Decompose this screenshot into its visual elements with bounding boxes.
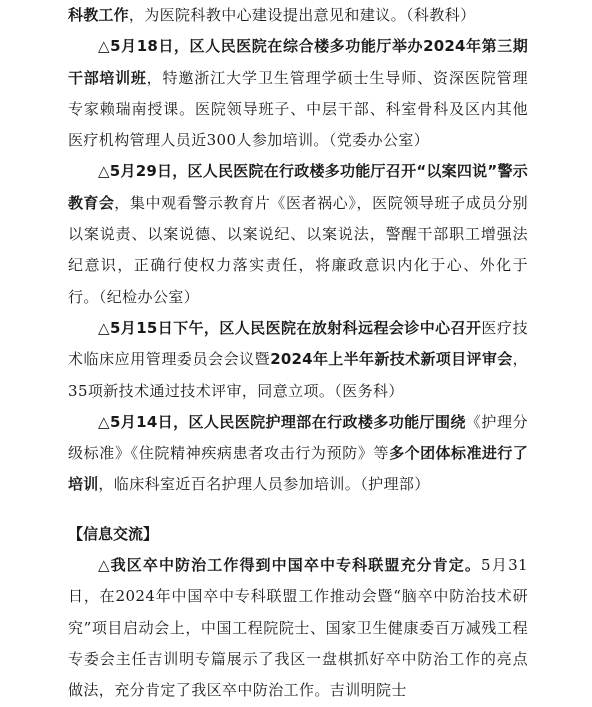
bold-lead-2: 多个团体标准进行了培训	[68, 444, 528, 494]
body-text: ，集中观看警示教育片《医者祸心》，医院领导班子成员分别以案说责、以案说德、以案说纪、以案说法，警醒干部职工增强法纪意识，正确行使权力落实责任，将廉政意识内化于心、外化于行。	[68, 193, 528, 306]
bold-lead: △我区卒中防治工作得到中国卒中专科联盟充分肯定。	[98, 556, 481, 575]
body-text: ，特邀浙江大学卫生管理学硕士生导师、资深医院管理专家赖瑞南授课。医院领导班子、中层干部、科室骨科及区内其他医疗机构管理人员近300人参加培训。	[68, 68, 528, 150]
section-header: 【信息交流】	[68, 524, 159, 543]
bold-lead: △5月18日，区人民医院在综合楼多功能厅举办2024年第三期干部培训班	[68, 37, 528, 87]
bold-lead: 科教工作	[68, 6, 129, 24]
paragraph-cadre-training	[68, 31, 528, 156]
body-text-2: ，临床科室近百名护理人员参加培训。	[98, 475, 361, 494]
body-text: 医疗技术临床应用管理委员会会议暨	[68, 318, 528, 369]
bold-lead: △5月15日下午，区人民医院在放射科远程会诊中心召开	[98, 318, 482, 337]
paragraph-stroke-prevention	[68, 550, 528, 706]
paragraph-keji-continuation	[68, 0, 528, 31]
document-page	[68, 0, 528, 707]
paragraph-nursing-training	[68, 407, 528, 501]
paragraph-new-tech-review	[68, 313, 528, 407]
bold-lead: △5月29日，区人民医院在行政楼多功能厅召开“以案四说”警示教育会	[68, 162, 528, 212]
dept-tag: （医务科）	[334, 381, 404, 400]
dept-tag: （科教科）	[406, 6, 476, 24]
body-text-2: ，35项新技术通过技术评审，同意立项。	[68, 350, 529, 400]
dept-tag: （护理部）	[360, 475, 430, 494]
body-text: ，为医院科教中心建设提出意见和建议。	[128, 6, 407, 24]
dept-tag: （纪检办公室）	[98, 287, 200, 306]
paragraph-warning-education	[68, 156, 528, 312]
body-text: 《护理分级标准》《住院精神疾病患者攻击行为预防》等	[68, 412, 528, 463]
section-spacer	[68, 501, 528, 519]
bold-lead: △5月14日，区人民医院护理部在行政楼多功能厅围绕	[98, 412, 466, 431]
bold-lead-2: 2024年上半年新技术新项目评审会	[270, 350, 513, 369]
dept-tag: （党委办公室）	[328, 131, 430, 150]
body-text: 5月31日，在2024年中国卒中专科联盟工作推动会暨“脑卒中防治技术研究”项目启动会上，中国工程院院士、国家卫生健康委百万减残工程专委会主任吉训明专篇展示了我区一盘棋抓好卒中防治工作的亮点做法，充分肯定了我区卒中防治工作。吉训明院士	[68, 556, 529, 700]
